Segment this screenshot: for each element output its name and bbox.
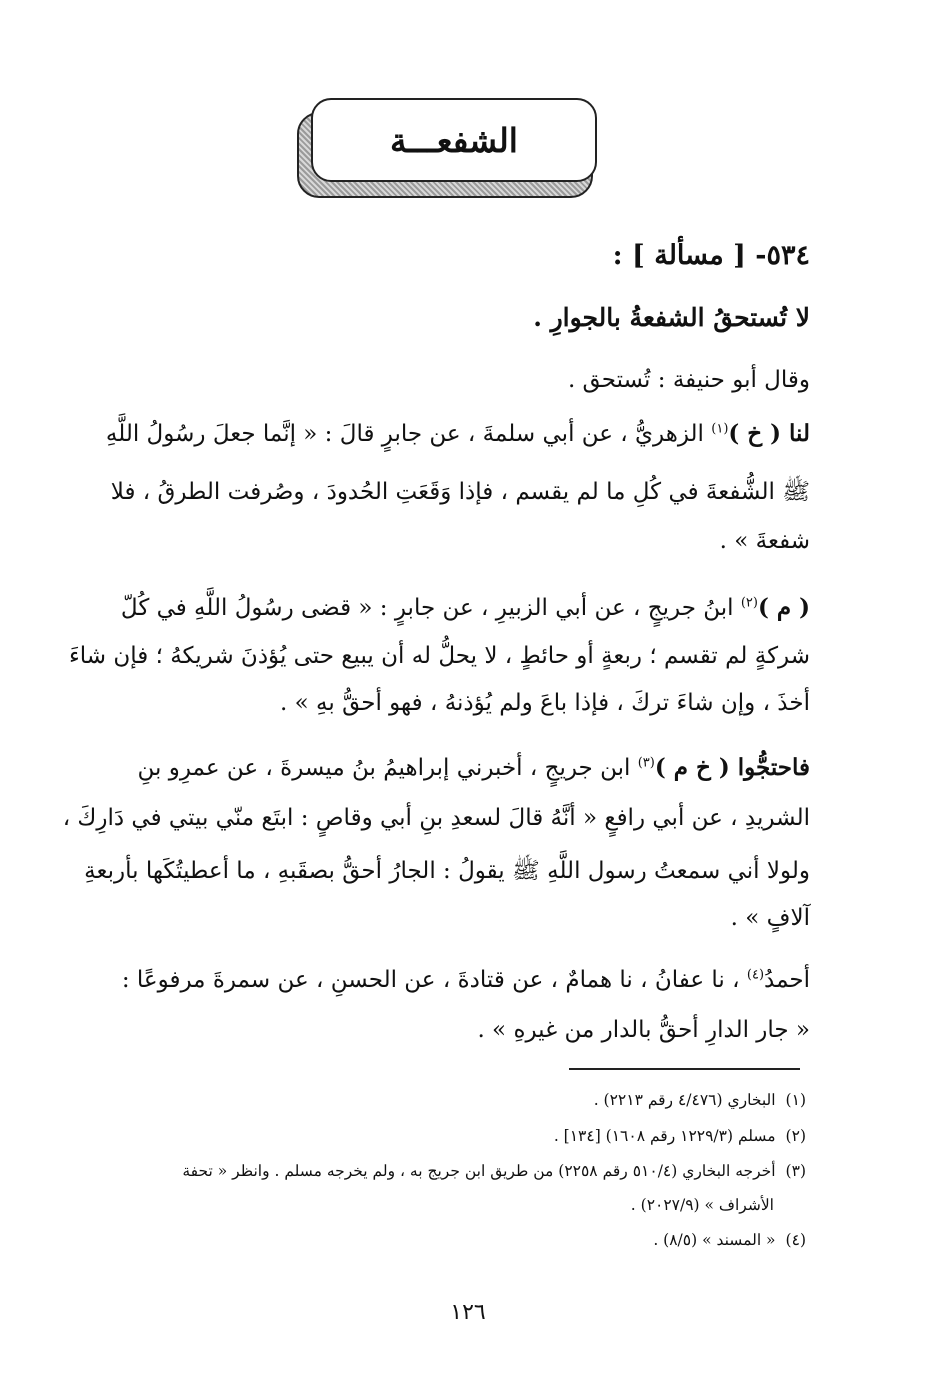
p4-text-1: ، نا عفانُ ، نا همامٌ ، عن قتادةَ ، عن الحسنِ ، عن سمرةَ مرفوعًا : xyxy=(121,967,747,993)
p3-source: فاحتجُّوا ( خ م ) xyxy=(654,754,810,781)
p4-footnote-ref: (٤) xyxy=(746,967,765,983)
footnote-4-number: (٤) xyxy=(785,1231,806,1249)
footnote-4-text: « المسند » (٨/٥) . xyxy=(653,1231,776,1249)
p1-text-1: الزهريُّ ، عن أبي سلمةَ ، عن جابرٍ قالَ : « إنَّما جعلَ رسُولُ اللَّهِ xyxy=(105,421,712,447)
footnote-4 xyxy=(653,1231,806,1249)
footnote-1 xyxy=(594,1091,806,1109)
footnote-3-number: (٣) xyxy=(785,1162,806,1180)
chapter-title-box xyxy=(311,98,597,182)
p3-text-1: ابن جريجٍ ، أخبرني إبراهيمُ بنُ ميسرةَ ، عن عمرِو بنِ xyxy=(137,755,638,781)
p3-line-4: آلافٍ » . xyxy=(730,905,810,931)
page-number: ١٢٦ xyxy=(450,1300,486,1325)
p4-source: أحمدُ xyxy=(764,967,810,993)
p2-line-3: أخذَ ، وإن شاءَ تركَ ، فإذا باعَ ولم يُؤذنهُ ، فهو أحقُّ بهِ » . xyxy=(280,690,810,716)
p3-line-1 xyxy=(138,754,810,781)
p1-footnote-ref: (١) xyxy=(711,421,729,437)
footnote-separator xyxy=(569,1068,800,1070)
p2-text-1: ابنُ جريجٍ ، عن أبي الزبيرِ ، عن جابرٍ : « قضى رسُولُ اللَّهِ في كُلّ xyxy=(120,595,741,621)
footnote-1-number: (١) xyxy=(785,1091,806,1109)
masala-ruling: لا تُستحقُ الشفعةُ بالجوارِ . xyxy=(533,303,810,332)
p4-line-2: « جار الدارِ أحقُّ بالدار من غيرهِ » . xyxy=(477,1017,810,1043)
p1-source: لنا ( خ ) xyxy=(728,420,810,447)
p1-line-3: شفعةَ » . xyxy=(719,528,810,554)
p2-line-1 xyxy=(121,594,810,621)
p3-footnote-ref: (٣) xyxy=(637,755,655,771)
p1-line-2: ﷺ الشُّفعةَ في كُلِ ما لم يقسم ، فإذا وَقَعَتِ الحُدودَ ، وصُرفت الطرقُ ، فلا xyxy=(110,479,810,505)
p4-line-1 xyxy=(122,967,810,993)
footnote-1-text: البخاري (٤/٤٧٦ رقم ٢٢١٣) . xyxy=(593,1091,776,1109)
p3-line-3: ولولا أني سمعتُ رسول اللَّهِ ﷺ يقولُ : الجارُ أحقُّ بصقَبهِ ، ما أعطيتُكَها بأربعةِ xyxy=(84,858,810,884)
footnote-2-number: (٢) xyxy=(785,1127,806,1145)
footnote-2-text: مسلم (١٢٢٩/٣ رقم ١٦٠٨) [١٣٤] . xyxy=(553,1127,776,1145)
p2-line-2: شركةٍ لم تقسم ؛ ربعةٍ أو حائطٍ ، لا يحلُّ له أن يبيع حتى يُؤذنَ شريكهُ ؛ فإن شاءَ xyxy=(68,643,810,669)
masala-heading: ٥٣٤- [ مسألة ] : xyxy=(612,240,810,271)
footnote-3-text: أخرجه البخاري (٥١٠/٤ رقم ٢٢٥٨) من طريق ابن جريج به ، ولم يخرجه مسلم . وانظر « تحفة xyxy=(182,1162,776,1180)
footnote-3 xyxy=(182,1162,806,1180)
footnote-3-continued: الأشراف » (٢٠٢٧/٩) . xyxy=(630,1196,774,1214)
opposing-view: وقال أبو حنيفة : تُستحق . xyxy=(567,367,810,393)
p2-footnote-ref: (٢) xyxy=(740,595,758,611)
p1-line-1 xyxy=(106,420,810,447)
footnote-2 xyxy=(554,1127,806,1145)
p2-source: ( م ) xyxy=(757,594,810,621)
chapter-title: الشفعـــة xyxy=(390,120,518,160)
p3-line-2: الشريدِ ، عن أبي رافعٍ « أنَّهُ قالَ لسعدِ بنِ أبي وقاصٍ : ابتَع منّي بيتي في دَارِكَ ، xyxy=(62,805,810,831)
